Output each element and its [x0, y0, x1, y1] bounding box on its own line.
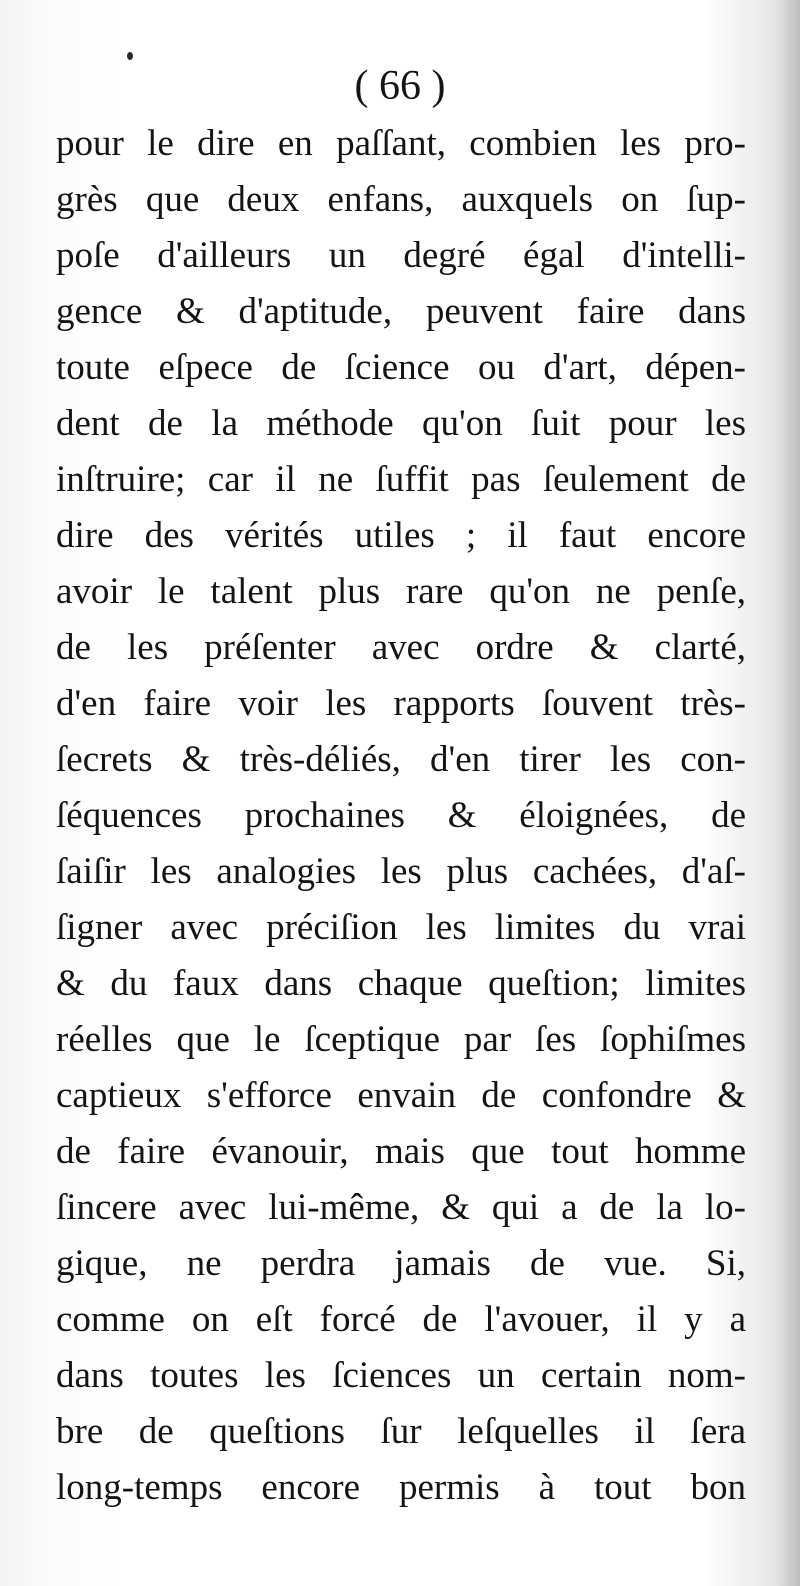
text-line: inſtruire; car il ne ſuffit pas ſeulement de [56, 459, 746, 500]
text-line: de les préſenter avec ordre & clarté, [56, 627, 746, 668]
page-number: ( 66 ) [354, 63, 446, 109]
text-line: captieux s'efforce envain de confondre & [56, 1075, 746, 1116]
text-line: grès que deux enfans, auxquels on ſup- [56, 179, 746, 220]
text-line: bre de queſtions ſur leſquelles il ſera [56, 1411, 746, 1452]
text-line: long-temps encore permis à tout bon [56, 1467, 746, 1508]
text-line: gique, ne perdra jamais de vue. Si, [56, 1243, 746, 1284]
text-line: avoir le talent plus rare qu'on ne penſe, [56, 571, 746, 612]
text-line: ſincere avec lui-même, & qui a de la lo- [56, 1187, 746, 1228]
text-line: toute eſpece de ſcience ou d'art, dépen- [56, 347, 746, 388]
text-line: comme on eſt forcé de l'avouer, il y a [56, 1299, 746, 1340]
gutter-shadow [774, 0, 800, 1586]
text-line: réelles que le ſceptique par ſes ſophiſmes [56, 1019, 746, 1060]
body-text [56, 116, 746, 1516]
text-line: d'en faire voir les rapports ſouvent très- [56, 683, 746, 724]
text-line: de faire évanouir, mais que tout homme [56, 1131, 746, 1172]
text-line: pour le dire en paſſant, combien les pro- [56, 123, 746, 164]
text-line: dent de la méthode qu'on ſuit pour les [56, 403, 746, 444]
text-line: dire des vérités utiles ; il faut encore [56, 515, 746, 556]
text-line: ſecrets & très-déliés, d'en tirer les con- [56, 739, 746, 780]
text-line: ſigner avec préciſion les limites du vrai [56, 907, 746, 948]
text-line: & du faux dans chaque queſtion; limites [56, 963, 746, 1004]
text-line: dans toutes les ſciences un certain nom- [56, 1355, 746, 1396]
text-line: poſe d'ailleurs un degré égal d'intelli- [56, 235, 746, 276]
text-line: gence & d'aptitude, peuvent faire dans [56, 291, 746, 332]
text-line: ſéquences prochaines & éloignées, de [56, 795, 746, 836]
text-line: ſaiſir les analogies les plus cachées, d'aſ- [56, 851, 746, 892]
